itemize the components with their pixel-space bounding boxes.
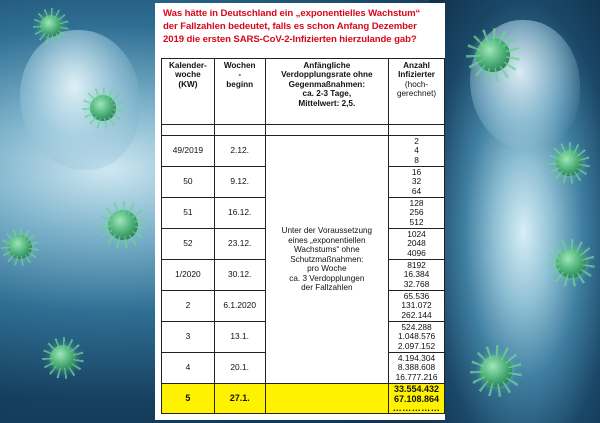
kw-cell: 51 [162, 198, 215, 229]
count-value: 1024 [407, 228, 426, 239]
count-value: 512 [409, 216, 424, 227]
infizierte-cell [389, 198, 445, 229]
kw-cell: 4 [162, 353, 215, 384]
infection-table [161, 58, 445, 414]
header-text: - [238, 70, 242, 80]
virus-icon [8, 235, 32, 259]
spacer-cell [265, 125, 388, 136]
assumption-line: Wachstums“ ohne [293, 245, 360, 255]
assumption-line: Unter der Voraussetzung [281, 225, 373, 235]
count-value: 16.384 [403, 269, 430, 280]
kw-cell: 50 [162, 167, 215, 198]
kw-cell: 5 [162, 384, 215, 414]
header-text: Mittelwert: 2,5. [298, 98, 356, 108]
spacer-cell [162, 125, 215, 136]
count-value: 128 [409, 197, 424, 208]
count-value: 262.144 [401, 309, 432, 320]
count-value: 2 [414, 135, 419, 146]
header-text: Anzahl [403, 61, 430, 70]
beginn-cell: 6.1.2020 [214, 291, 265, 322]
infizierte-cell [389, 167, 445, 198]
virus-icon [476, 38, 510, 72]
header-text: ca. 2-3 Tage, [302, 89, 352, 99]
assumption-line: Schutzmaßnahmen: [290, 254, 364, 264]
count-value: 16.777.216 [395, 371, 438, 382]
heading-line: Was hätte in Deutschland ein „exponentielles Wachstum“ [163, 8, 421, 19]
header-text: Anfängliche [303, 61, 351, 70]
count-value: 16 [411, 166, 422, 177]
beginn-cell: 9.12. [214, 167, 265, 198]
kw-cell: 2 [162, 291, 215, 322]
count-value: 2.097.152 [397, 340, 436, 351]
count-value: 4096 [407, 247, 426, 258]
count-value: 32 [411, 176, 422, 187]
virus-icon [556, 150, 582, 176]
count-value: 67.108.864 [394, 394, 440, 404]
count-value: 8.388.608 [397, 362, 436, 373]
table-row [162, 136, 445, 167]
virus-icon [50, 345, 76, 371]
spacer-row [162, 125, 445, 136]
beginn-cell: 2.12. [214, 136, 265, 167]
kw-cell: 1/2020 [162, 260, 215, 291]
heading-line: der Fallzahlen bedeutet, falls es schon Anfang Dezember [163, 21, 417, 32]
header-wochenbeginn [214, 59, 265, 125]
header-text: (hoch- [404, 79, 429, 89]
header-verdopplungsrate [265, 59, 388, 125]
beginn-cell: 27.1. [214, 384, 265, 414]
table-header-row [162, 59, 445, 125]
infizierte-cell [389, 353, 445, 384]
assumption-line: eines „exponentiellen [288, 235, 366, 245]
header-text: beginn [226, 79, 254, 89]
virus-icon [108, 210, 138, 240]
header-text: gerechnet) [396, 89, 437, 99]
infizierte-cell [389, 384, 445, 414]
assumption-line: der Fallzahlen [301, 283, 353, 293]
count-value: 8 [414, 154, 419, 165]
count-value: 64 [411, 185, 422, 196]
infizierte-cell [389, 322, 445, 353]
virus-icon [90, 95, 116, 121]
beginn-cell: 30.12. [214, 260, 265, 291]
count-value: 4.194.304 [397, 352, 436, 363]
highlighted-row [162, 384, 445, 414]
spacer-cell [214, 125, 265, 136]
assumption-line: pro Woche [307, 264, 347, 274]
beginn-cell: 20.1. [214, 353, 265, 384]
beginn-cell: 13.1. [214, 322, 265, 353]
info-panel [155, 3, 445, 420]
infizierte-cell [389, 229, 445, 260]
beginn-cell: 23.12. [214, 229, 265, 260]
assumption-cell [265, 136, 388, 384]
spacer-cell [389, 125, 445, 136]
header-text: (KW) [178, 79, 198, 89]
count-value: 1.048.576 [397, 331, 436, 342]
kw-cell: 52 [162, 229, 215, 260]
empty-cell [265, 384, 388, 414]
beginn-cell: 16.12. [214, 198, 265, 229]
virus-icon [40, 15, 62, 37]
header-kalenderwoche [162, 59, 215, 125]
count-value: 256 [409, 207, 424, 218]
infizierte-cell [389, 136, 445, 167]
kw-cell: 49/2019 [162, 136, 215, 167]
virus-icon [556, 248, 586, 278]
count-value: 131.072 [401, 300, 432, 311]
header-anzahl-infizierter [389, 59, 445, 125]
infizierte-cell [389, 260, 445, 291]
header-text: Gegenmaßnahmen: [288, 79, 366, 89]
panel-heading [163, 7, 443, 46]
header-text: Verdopplungsrate ohne [281, 70, 373, 80]
assumption-line: ca. 3 Verdopplungen [289, 273, 365, 283]
header-text: woche [175, 70, 201, 80]
count-value: 32.768 [403, 278, 430, 289]
count-value: 4 [414, 145, 419, 156]
kw-cell: 3 [162, 322, 215, 353]
count-value: 524.288 [401, 321, 432, 332]
count-value: 8192 [407, 259, 426, 270]
heading-line: 2019 die ersten SARS-CoV-2-Infizierten hierzulande gab? [163, 34, 417, 45]
count-value: 65.536 [403, 290, 430, 301]
header-text: Wochen [223, 61, 256, 70]
header-text: Infizierter [398, 70, 435, 80]
continuation-dots: …………… [392, 402, 441, 413]
infizierte-cell [389, 291, 445, 322]
header-text: Kalender- [169, 61, 207, 70]
virus-icon [480, 355, 512, 387]
count-value: 2048 [407, 238, 426, 249]
count-value: 33.554.432 [394, 384, 440, 395]
